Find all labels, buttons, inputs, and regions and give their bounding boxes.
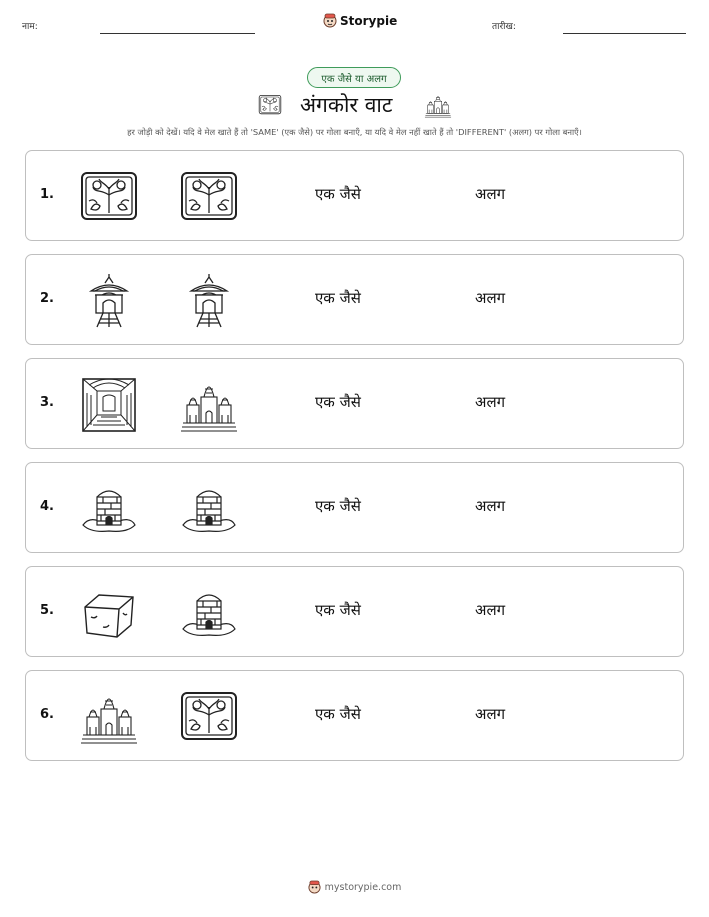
different-option[interactable]: अलग <box>475 705 506 723</box>
carved-relief-panel-icon <box>79 167 139 227</box>
instructions-text: हर जोड़ी को देखें। यदि वे मेल खाते हैं तो 'SAME' (एक जैसे) पर गोला बनाएँ, या यदि वे मेल नहीं खाते हैं तो 'DIFFERENT' (अलग) पर गोला बनाएँ। <box>127 127 582 137</box>
stone-tower-island-icon <box>79 479 139 539</box>
question-number: 4. <box>40 499 54 514</box>
temple-gate-icon <box>79 271 139 331</box>
question-number: 6. <box>40 707 54 722</box>
question-number: 1. <box>40 187 54 202</box>
question-number: 2. <box>40 291 54 306</box>
question-number: 3. <box>40 395 54 410</box>
temple-gate-icon <box>179 271 239 331</box>
stone-corridor-icon <box>79 375 139 435</box>
different-option[interactable]: अलग <box>475 393 506 411</box>
question-card <box>25 150 684 241</box>
question-card <box>25 462 684 553</box>
question-card <box>25 358 684 449</box>
carved-relief-panel-icon <box>179 167 239 227</box>
brand-logo <box>323 13 397 28</box>
footer-website[interactable]: mystorypie.com <box>324 881 402 893</box>
brand-name: Storypie <box>340 13 398 28</box>
same-option[interactable]: एक जैसे <box>315 705 361 723</box>
same-option[interactable]: एक जैसे <box>315 185 361 203</box>
same-option[interactable]: एक जैसे <box>315 393 361 411</box>
same-option[interactable]: एक जैसे <box>315 601 361 619</box>
question-card <box>25 566 684 657</box>
question-number: 5. <box>40 603 54 618</box>
worksheet-type-badge: एक जैसे या अलग <box>307 67 401 88</box>
storypie-mascot-icon <box>308 880 321 894</box>
carved-relief-panel-icon <box>255 93 285 117</box>
same-option[interactable]: एक जैसे <box>315 497 361 515</box>
footer <box>0 880 709 894</box>
different-option[interactable]: अलग <box>475 185 506 203</box>
name-label: नाम: <box>22 22 38 32</box>
same-option[interactable]: एक जैसे <box>315 289 361 307</box>
carved-relief-panel-icon <box>179 687 239 747</box>
title-row <box>0 91 709 119</box>
date-label: तारीख: <box>492 22 516 32</box>
temple-towers-icon <box>179 375 239 435</box>
date-line[interactable] <box>563 33 686 34</box>
different-option[interactable]: अलग <box>475 289 506 307</box>
different-option[interactable]: अलग <box>475 601 506 619</box>
stone-tower-island-icon <box>179 479 239 539</box>
different-option[interactable]: अलग <box>475 497 506 515</box>
page-title: अंगकोर वाट <box>300 93 393 117</box>
storypie-mascot-icon <box>323 13 337 28</box>
temple-towers-icon <box>424 91 452 119</box>
question-card <box>25 254 684 345</box>
temple-towers-icon <box>79 687 139 747</box>
question-card <box>25 670 684 761</box>
stone-block-icon <box>79 583 139 643</box>
name-line[interactable] <box>100 33 255 34</box>
stone-tower-island-icon <box>179 583 239 643</box>
